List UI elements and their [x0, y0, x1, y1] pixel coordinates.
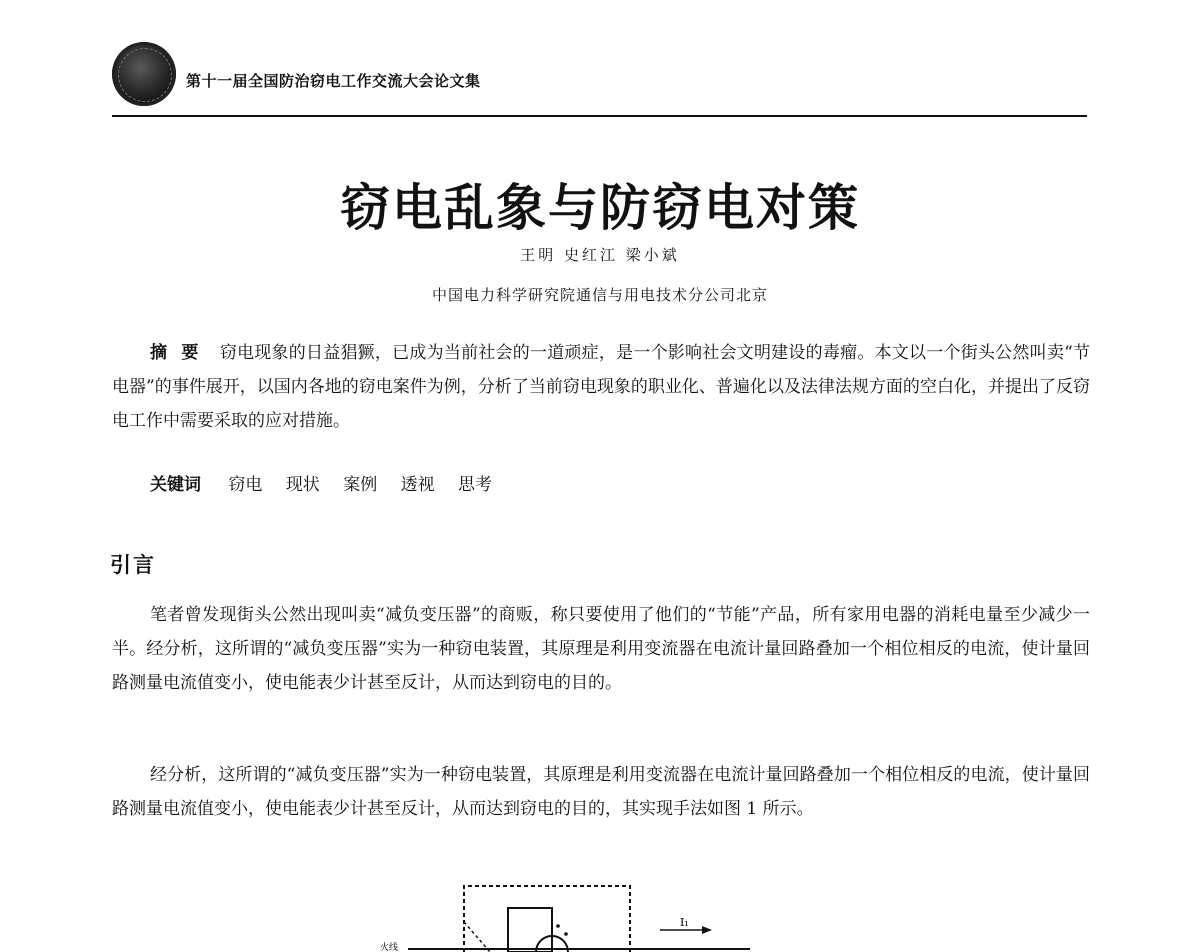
- keywords: [150, 470, 510, 495]
- authors: 王明 史红江 梁小斌: [520, 246, 680, 264]
- polarity-dot: [564, 932, 568, 936]
- keywords-label: 关键词: [150, 475, 201, 495]
- section-heading: 引言: [110, 553, 156, 577]
- paper-title: 窃电乱象与防窃电对策: [340, 179, 860, 237]
- keyword: 思考: [458, 475, 493, 495]
- abstract: [112, 336, 1090, 438]
- keyword: 透视: [400, 475, 435, 495]
- keyword: 窃电: [228, 475, 263, 495]
- page-header: [112, 42, 1087, 122]
- header-rule: [112, 115, 1087, 117]
- dashed-diagonal: [464, 922, 490, 952]
- wire-label: 火线: [380, 943, 399, 952]
- transformer-box: [508, 908, 552, 952]
- abstract-text: 窃电现象的日益猖獗，已成为当前社会的一道顽症，是一个影响社会文明建设的毒瘤。本文以一个街头公然叫卖“节电器”的事件展开，以国内各地的窃电案件为例，分析了当前窃电现象的职业化、普遍化以及法律法规方面的空白化，并提出了反窃电工作中需要采取的应对措施。: [112, 343, 1090, 431]
- keyword: 现状: [285, 475, 320, 495]
- affiliation: 中国电力科学研究院通信与用电技术分公司北京: [431, 286, 768, 304]
- keyword: 案例: [343, 475, 378, 495]
- conference-logo: [112, 42, 176, 106]
- journal-title: 第十一届全国防治窃电工作交流大会论文集: [186, 72, 481, 90]
- body-paragraph: 经分析，这所谓的“减负变压器”实为一种窃电装置，其原理是利用变流器在电流计量回路叠加一个相位相反的电流，使计量回路测量电流值变小，使电能表少计甚至反计，从而达到窃电的目的，其实现手法如图 1 所示。: [112, 765, 1090, 819]
- logo-ring: [118, 48, 172, 102]
- dashed-enclosure: [464, 886, 630, 952]
- abstract-label: 摘 要: [150, 343, 203, 363]
- current-label: I₁: [680, 916, 689, 929]
- circuit-figure: [380, 878, 760, 952]
- current-arrow-head: [702, 926, 712, 934]
- polarity-dot: [556, 924, 560, 928]
- body-paragraph: 笔者曾发现街头公然出现叫卖“减负变压器”的商贩，称只要使用了他们的“节能”产品，所有家用电器的消耗电量至少减少一半。经分析，这所谓的“减负变压器”实为一种窃电装置，其原理是利用变流器在电流计量回路叠加一个相位相反的电流，使计量回路测量电流值变小，使电能表少计甚至反计，从而达到窃电的目的。: [112, 605, 1090, 693]
